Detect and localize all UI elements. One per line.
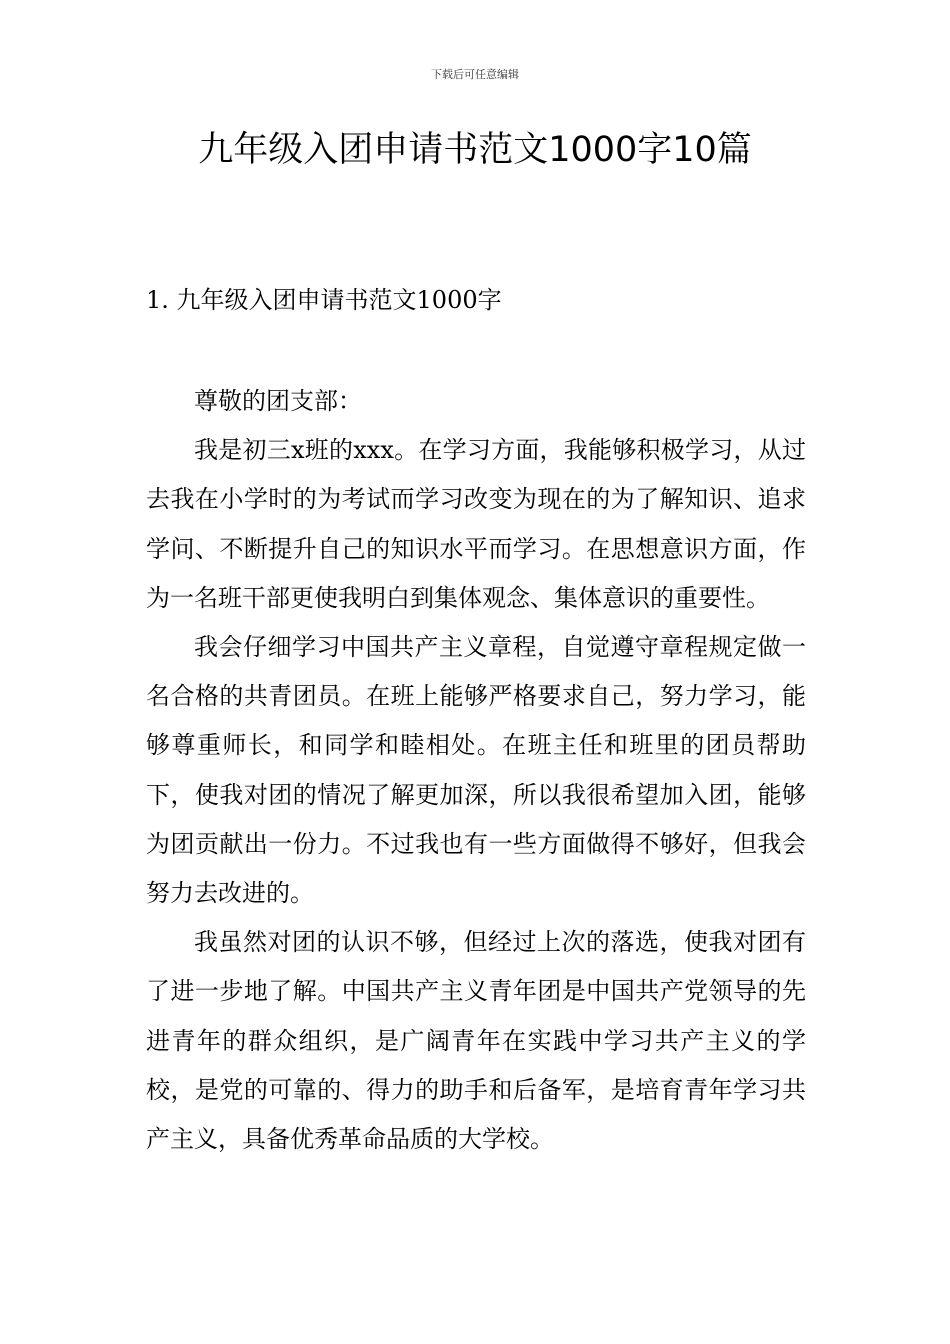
paragraph-3: 我虽然对团的认识不够，但经过上次的落选，使我对团有了进一步地了解。中国共产主义青年团是中国共产党领导的先进青年的群众组织，是广阔青年在实践中学习共产主义的学校，是党的可靠的、得力的助手和后备军，是培育青年学习共产主义，具备优秀革命品质的大学校。 bbox=[146, 928, 806, 1154]
salutation: 尊敬的团支部： bbox=[194, 387, 362, 415]
paragraph-1: 我是初三x班的xxx。在学习方面，我能够积极学习，从过去我在小学时的为考试而学习改变为现在的为了解知识、追求学问、不断提升自己的知识水平而学习。在思想意识方面，作为一名班干部更使我明白到集体观念、集体意识的重要性。 bbox=[146, 436, 806, 612]
document-title: 九年级入团申请书范文1000字10篇 bbox=[198, 130, 752, 170]
header-note: 下载后可任意编辑 bbox=[431, 68, 519, 81]
paragraph-2: 我会仔细学习中国共产主义章程，自觉遵守章程规定做一名合格的共青团员。在班上能够严格要求自己，努力学习，能够尊重师长，和同学和睦相处。在班主任和班里的团员帮助下，使我对团的情况了解更加深，所以我很希望加入团，能够为团贡献出一份力。不过我也有一些方面做得不够好，但我会努力去改进的。 bbox=[146, 633, 806, 908]
letter-body bbox=[146, 377, 806, 1164]
section-heading: 1. 九年级入团申请书范文1000字 bbox=[146, 286, 502, 314]
